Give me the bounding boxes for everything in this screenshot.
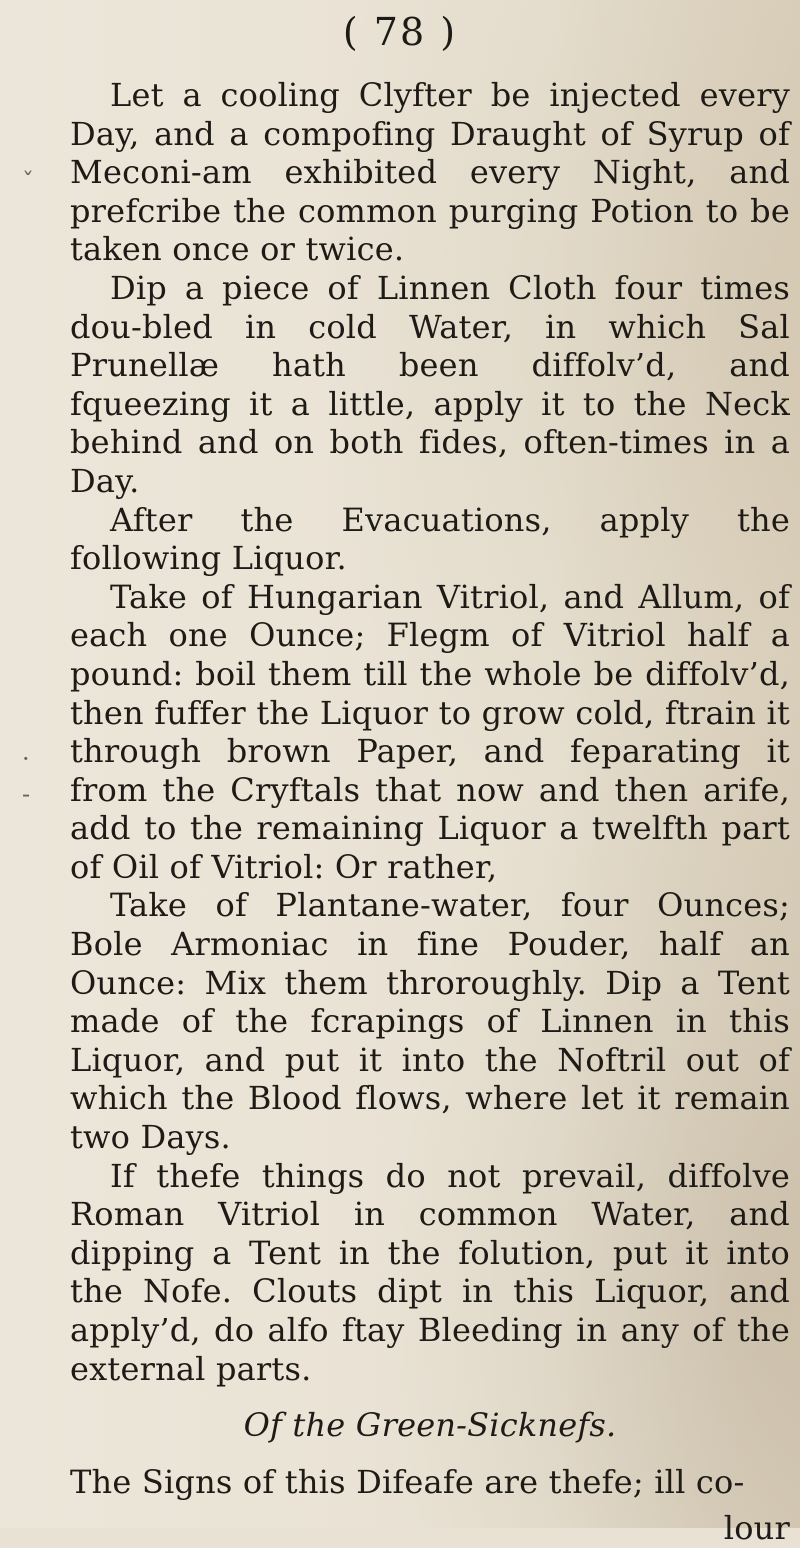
margin-mark: - <box>22 780 31 808</box>
paragraph: Take of Plantane-water, four Ounces; Bole Armoniac in fine Pouder, half an Ounce: Mix them throroughly. Dip a Tent made of the fcrapings of Linnen in this Liquor, and put it into the Noftril out of which the Blood flows, where let it remain two Days. <box>70 886 790 1157</box>
paragraph: The Signs of this Difeafe are thefe; ill co- <box>70 1462 745 1501</box>
paragraph: After the Evacuations, apply the following Liquor. <box>70 500 790 578</box>
page-number: ( 78 ) <box>342 10 458 54</box>
margin-mark: · <box>22 745 30 773</box>
margin-mark: ˇ <box>22 168 34 196</box>
paragraph: Let a cooling Clyfter be injected every Day, and a compofing Draught of Syrup of Meconi-am exhibited every Night, and prefcribe the common purging Potion to be taken once or twice. <box>70 76 790 269</box>
paragraph: Dip a piece of Linnen Cloth four times dou-bled in cold Water, in which Sal Prunellæ hath been diffolv’d, and fqueezing it a little, apply it to the Neck behind and on both fides, often-times in a Day. <box>70 268 790 500</box>
catchword: lour <box>723 1509 790 1548</box>
paragraph: If thefe things do not prevail, diffolve Roman Vitriol in common Water, and dipping a Tent in the folution, put it into the Nofe. Clouts dipt in this Liquor, and apply’d, do alfo ftay Bleeding in any of the external parts. <box>70 1156 790 1388</box>
body-text <box>70 76 790 1548</box>
section-title: Of the Green-Sicknefs. <box>243 1406 617 1445</box>
paragraph: Take of Hungarian Vitriol, and Allum, of each one Ounce; Flegm of Vitriol half a pound: boil them till the whole be diffolv’d, then fuffer the Liquor to grow cold, ftrain it through brown Paper, and feparating it from the Cryftals that now and then arife, add to the remaining Liquor a twelfth part of Oil of Vitriol: Or rather, <box>70 577 790 886</box>
